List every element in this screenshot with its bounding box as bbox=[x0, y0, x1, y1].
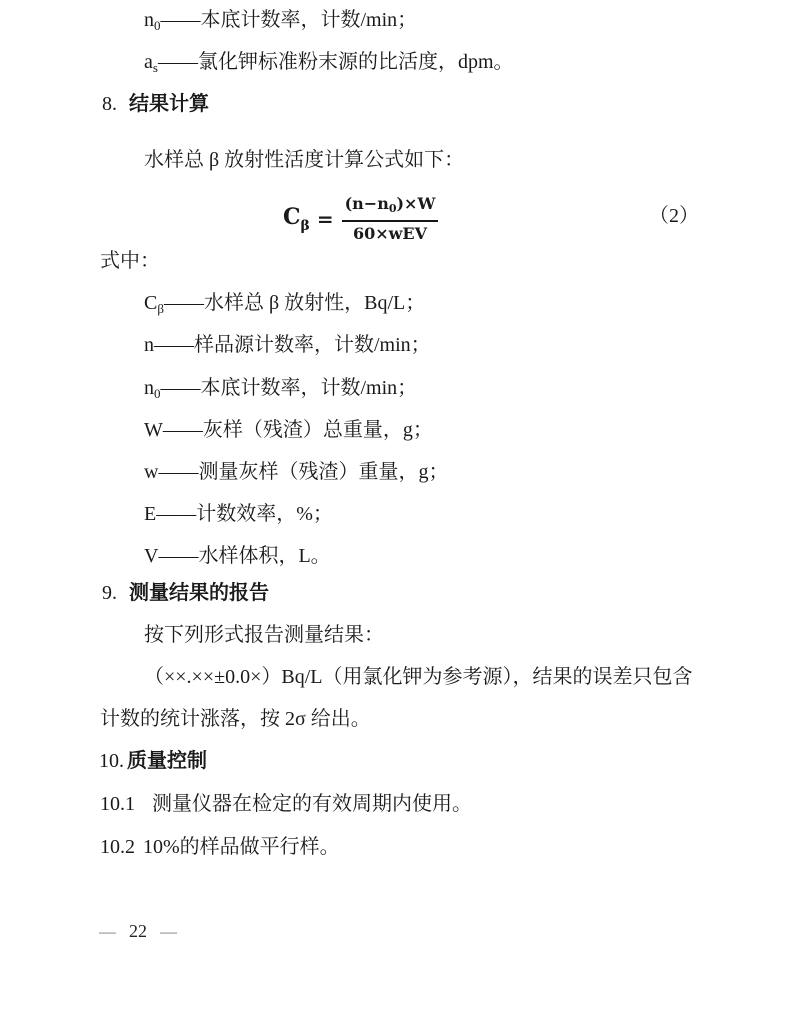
section-number: 8. bbox=[102, 93, 117, 115]
footer-dash-right: — bbox=[160, 922, 177, 941]
equation-number: （2） bbox=[649, 205, 699, 227]
section-number: 9. bbox=[102, 582, 117, 604]
var-subscript: β bbox=[300, 217, 310, 234]
page-footer bbox=[99, 920, 177, 943]
definition-text: ——水样体积，L。 bbox=[158, 545, 331, 567]
var-symbol: C bbox=[283, 203, 301, 230]
var-symbol: n bbox=[144, 9, 154, 31]
numerator-text: )×W bbox=[396, 194, 436, 213]
section-9-para2-line2: 计数的统计涨落，按 2σ 给出。 bbox=[100, 708, 371, 730]
definition-line-W bbox=[144, 419, 433, 447]
fraction bbox=[342, 194, 439, 243]
footer-dash-left: — bbox=[99, 922, 116, 941]
section-9-heading bbox=[102, 582, 269, 605]
section-8-intro: 水样总 β 放射性活度计算公式如下： bbox=[144, 149, 465, 171]
section-10-item-2 bbox=[100, 836, 340, 859]
where-label: 式中： bbox=[100, 250, 160, 272]
definition-line-E bbox=[144, 503, 333, 531]
definition-line-V bbox=[144, 545, 331, 573]
section-8-heading bbox=[102, 93, 209, 116]
definition-text: ——灰样（残渣）总重量，g； bbox=[162, 419, 433, 441]
var-subscript: 0 bbox=[154, 386, 161, 401]
definition-line-n bbox=[144, 334, 431, 362]
var-subscript: 0 bbox=[388, 202, 397, 215]
var-subscript: 0 bbox=[154, 18, 161, 33]
section-title: 质量控制 bbox=[127, 750, 207, 772]
equals-sign: = bbox=[316, 206, 334, 231]
var-symbol: V bbox=[144, 545, 159, 567]
item-number: 10.1 bbox=[100, 793, 135, 815]
definition-line-w bbox=[144, 461, 448, 489]
equation-2 bbox=[283, 194, 438, 243]
definition-text: ——本底计数率，计数/min； bbox=[160, 9, 418, 31]
definition-line-n0-top bbox=[144, 9, 417, 37]
var-symbol: E bbox=[144, 503, 157, 525]
equation-lhs bbox=[283, 204, 310, 234]
numerator-text: (n−n bbox=[344, 194, 389, 213]
fraction-denominator: 60×wEV bbox=[352, 224, 428, 243]
var-subscript: β bbox=[157, 301, 164, 316]
section-number: 10. bbox=[99, 750, 124, 772]
definition-text: ——本底计数率，计数/min； bbox=[160, 377, 418, 399]
definition-text: ——水样总 β 放射性，Bq/L； bbox=[163, 292, 426, 314]
definition-line-n0 bbox=[144, 377, 417, 405]
section-title: 结果计算 bbox=[129, 93, 209, 115]
definition-text: ——样品源计数率，计数/min； bbox=[154, 334, 431, 356]
var-symbol: a bbox=[144, 51, 153, 73]
var-symbol: W bbox=[144, 419, 163, 441]
definition-text: ——测量灰样（残渣）重量，g； bbox=[158, 461, 449, 483]
section-10-heading bbox=[99, 750, 207, 773]
definition-line-cbeta bbox=[144, 292, 425, 320]
var-symbol: n bbox=[144, 334, 154, 356]
var-symbol: C bbox=[144, 292, 158, 314]
definition-text: ——计数效率，%； bbox=[156, 503, 333, 525]
fraction-numerator bbox=[342, 194, 439, 222]
definition-line-as bbox=[144, 51, 514, 79]
section-9-para2-line1: （××.××±0.0×）Bq/L（用氯化钾为参考源），结果的误差只包含 bbox=[144, 666, 693, 688]
var-symbol: n bbox=[144, 377, 154, 399]
item-text: 测量仪器在检定的有效周期内使用。 bbox=[152, 793, 472, 815]
section-10-item-1 bbox=[100, 793, 472, 816]
item-text: 10%的样品做平行样。 bbox=[143, 836, 340, 858]
section-title: 测量结果的报告 bbox=[129, 582, 269, 604]
item-number: 10.2 bbox=[100, 836, 135, 858]
definition-text: ——氯化钾标准粉末源的比活度，dpm。 bbox=[157, 51, 514, 73]
page-number: 22 bbox=[129, 921, 147, 941]
var-subscript: s bbox=[152, 60, 158, 75]
var-symbol: w bbox=[144, 461, 159, 483]
section-9-para1: 按下列形式报告测量结果： bbox=[144, 624, 384, 646]
